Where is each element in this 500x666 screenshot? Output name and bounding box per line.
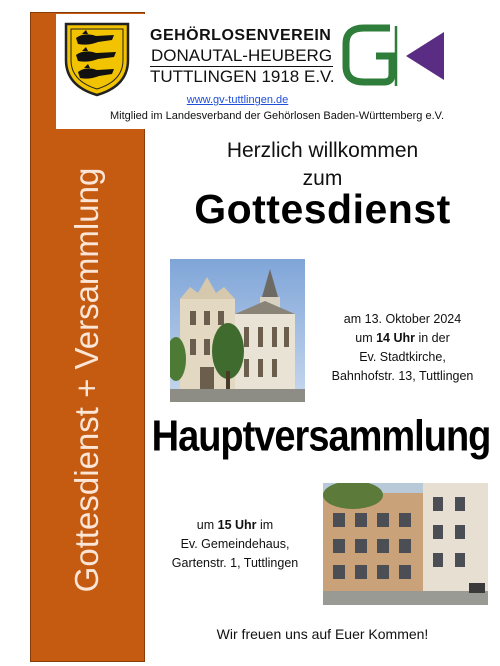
- event2-place: Ev. Gemeindehaus,: [180, 537, 290, 551]
- membership-note: Mitglied im Landesverband der Gehörlosen Baden-Württemberg e.V.: [109, 110, 445, 122]
- club-name-line2: DONAUTAL-HEUBERG: [151, 46, 333, 65]
- closing-line: Wir freuen uns auf Euer Kommen!: [216, 626, 429, 642]
- event-hauptversammlung-details: [150, 516, 320, 573]
- sidebar-vertical-title: Gottesdienst + Versammlung: [68, 167, 105, 593]
- headline-gottesdienst: Gottesdienst: [194, 186, 451, 232]
- gk-logo-icon: [340, 20, 452, 88]
- event1-address: Bahnhofstr. 13, Tuttlingen: [331, 369, 474, 383]
- welcome-line1: Herzlich willkommen: [226, 139, 419, 162]
- welcome-line2: zum: [302, 167, 343, 190]
- event1-place: Ev. Stadtkirche,: [359, 350, 446, 364]
- event1-date: am 13. Oktober 2024: [343, 312, 462, 326]
- club-name-line3: TUTTLINGEN 1918 E.V.: [150, 67, 335, 86]
- parish-house-photo: [323, 483, 488, 605]
- coat-of-arms-icon: [62, 20, 132, 98]
- club-name-block: [150, 26, 335, 87]
- event1-time: um 14 Uhr in der: [355, 331, 450, 345]
- event2-time: um 15 Uhr im: [196, 518, 274, 532]
- club-name-line1: GEHÖRLOSENVEREIN: [150, 27, 332, 44]
- website-link[interactable]: www.gv-tuttlingen.de: [186, 94, 289, 106]
- event-gottesdienst-details: [315, 310, 490, 386]
- headline-hauptversammlung: Hauptversammlung: [151, 412, 491, 462]
- event2-address: Gartenstr. 1, Tuttlingen: [171, 556, 299, 570]
- welcome-text: [150, 137, 495, 193]
- church-photo: [170, 259, 305, 402]
